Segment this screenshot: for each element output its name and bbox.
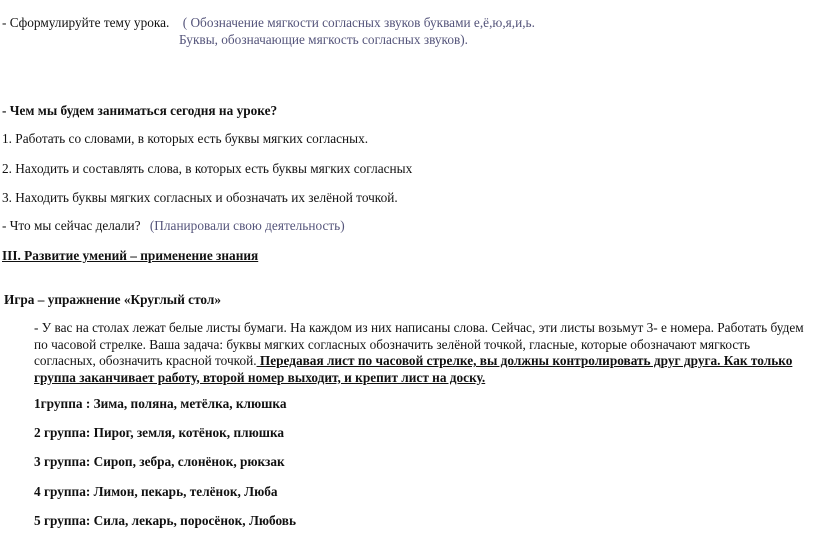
group-1: 1группа : Зима, поляна, метёлка, клюшка [34,396,287,411]
theme-answer-line2: Буквы, обозначающие мягкость согласных звуков). [179,32,469,47]
group-5: 5 группа: Сила, лекарь, поросёнок, Любовь [34,513,297,528]
what-did-answer: (Планировали свою деятельность) [149,218,345,233]
plan-item-2: 2. Находить и составлять слова, в которых есть буквы мягких согласных [2,161,413,176]
theme-line [2,15,535,31]
instruction-plain: - У вас на столах лежат белые листы бумаги. На каждом из них написаны слова. Сейчас, эти листы возьмут 3- е номера. Работать будем по часовой стрелке. Ваша задача: буквы мягких согласных обозначить зелёной точкой, гласные, которые обозначают мягкость согласных, обозначить красной точкой. [34,320,804,368]
instruction-paragraph [34,320,814,386]
group-4: 4 группа: Лимон, пекарь, телёнок, Люба [34,484,278,499]
plan-question: - Чем мы будем заниматься сегодня на уроке? [2,103,278,118]
plan-item-3: 3. Находить буквы мягких согласных и обозначать их зелёной точкой. [2,190,398,205]
plan-item-1: 1. Работать со словами, в которых есть буквы мягких согласных. [2,131,369,146]
what-did-line [2,218,345,234]
group-3: 3 группа: Сироп, зебра, слонёнок, рюкзак [34,454,285,469]
game-title: Игра – упражнение «Круглый стол» [4,292,222,307]
what-did-question: - Что мы сейчас делали? [2,218,141,233]
group-2: 2 группа: Пирог, земля, котёнок, плюшка [34,425,285,440]
theme-prompt: - Сформулируйте тему урока. [2,15,170,30]
theme-answer-line1: ( Обозначение мягкости согласных звуков буквами е,ё,ю,я,и,ь. [182,15,535,30]
instruction-bold: Передавая лист по часовой стрелке, вы должны контролировать друг друга. Как только группа заканчивает работу, второй номер выходит, и крепит лист на доску. [34,353,793,385]
section-heading: III. Развитие умений – применение знания [2,248,259,263]
